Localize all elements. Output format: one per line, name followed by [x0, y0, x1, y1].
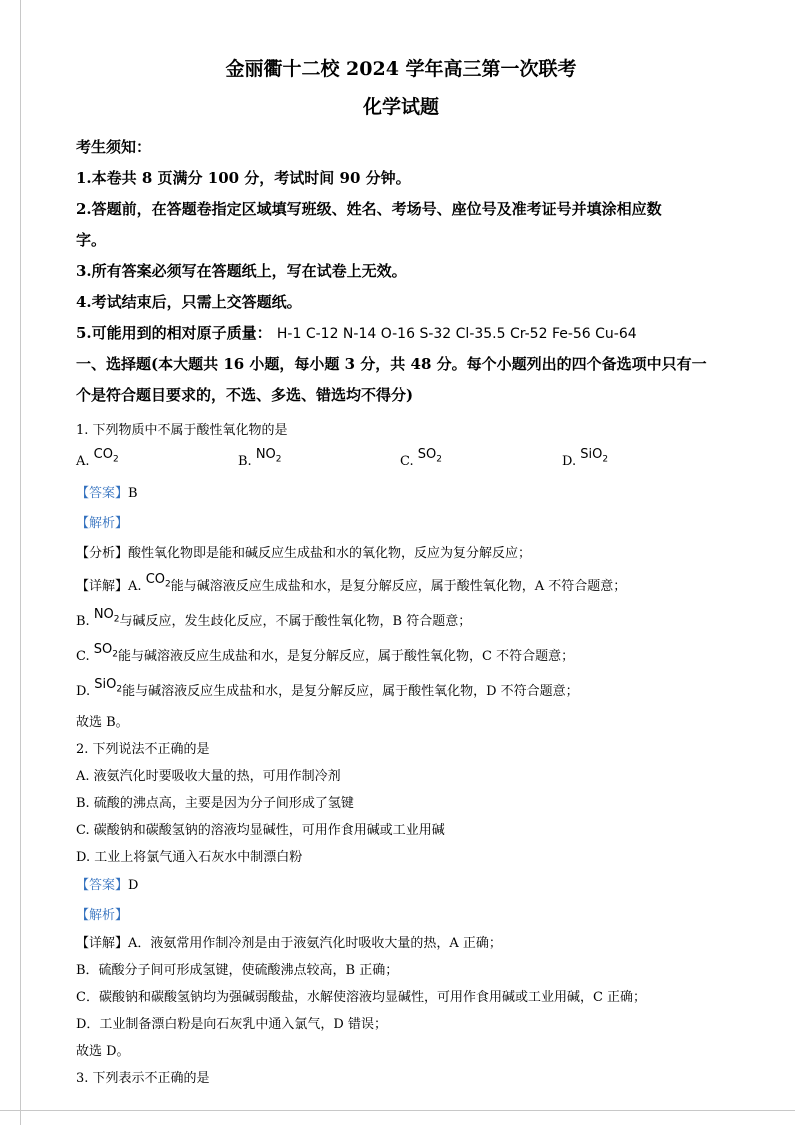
option-letter: D.	[562, 454, 577, 469]
formula-co2: $CO_2$	[145, 572, 171, 590]
question-2-option-a: A. 液氨汽化时要吸收大量的热，可用作制冷剂	[76, 769, 341, 784]
question-3-stem: 3. 下列表示不正确的是	[76, 1071, 210, 1086]
section-1-instructions: 一、选择题(本大题共 16 小题，每小题 3 分，共 48 分。每个小题列出的四个备选项中只有一	[76, 355, 707, 373]
formula-no2: $NO_2$	[255, 447, 282, 465]
question-2-option-b: B. 硫酸的沸点高，主要是因为分子间形成了氢键	[76, 796, 354, 811]
question-2-detail-d: D．工业制备漂白粉是向石灰乳中通入氯气，D 错误；	[76, 1017, 387, 1032]
question-2-answer	[76, 871, 726, 901]
page-left-border	[20, 0, 21, 1125]
formula-co2: $CO_2$	[93, 447, 119, 465]
question-1-detail-b: B. $NO_2$与碱反应，发生歧化反应，不属于酸性氧化物，B 符合题意；	[76, 604, 726, 639]
option-letter: A.	[76, 454, 90, 469]
document-body	[76, 54, 726, 1092]
question-2-detail-c: C．碳酸钠和碳酸氢钠均为强碱弱酸盐，水解使溶液均显碱性，可用作食用碱或工业用碱，C 正确；	[76, 990, 647, 1005]
question-1-detail-c: C. $SO_2$能与碱溶液反应生成盐和水，是复分解反应，属于酸性氧化物，C 不符合题意；	[76, 639, 726, 674]
formula-sio2: SiO$_2$	[94, 677, 123, 695]
question-1-detail-d: D. SiO$_2$能与碱溶液反应生成盐和水，是复分解反应，属于酸性氧化物，D 不符合题意；	[76, 674, 726, 709]
formula-so2: $SO_2$	[93, 642, 118, 660]
formula-sio2: SiO$_2$	[580, 447, 609, 465]
option-a	[76, 444, 238, 479]
page-bottom-border	[0, 1110, 795, 1111]
question-2-conclusion: 故选 D。	[76, 1044, 130, 1059]
option-c	[400, 444, 562, 479]
question-1-options	[76, 444, 726, 479]
exam-title: 金丽衢十二校 2024 学年高三第一次联考	[225, 58, 577, 80]
question-2-analysis-tag: 【解析】	[76, 908, 129, 923]
notice-heading: 考生须知：	[76, 138, 152, 156]
question-1-conclusion: 故选 B。	[76, 715, 129, 730]
answer-value: D	[128, 878, 139, 893]
notice-item-4: 4.考试结束后，只需上交答题纸。	[76, 293, 302, 311]
atomic-masses: H-1 C-12 N-14 O-16 S-32 Cl-35.5 Cr-52 Fe-56 Cu-64	[276, 326, 637, 342]
question-2-detail-a: 【详解】A．液氨常用作制冷剂是由于液氨汽化时吸收大量的热，A 正确；	[76, 936, 502, 951]
formula-no2: $NO_2$	[93, 607, 120, 625]
notice-item-2-cont: 字。	[76, 231, 107, 249]
option-d	[562, 444, 724, 479]
option-letter: B.	[238, 454, 252, 469]
question-1-detail-a: 【详解】A. $CO_2$能与碱溶液反应生成盐和水，是复分解反应，属于酸性氧化物，A 不符合题意；	[76, 569, 726, 604]
formula-so2: $SO_2$	[417, 447, 442, 465]
notice-item-1: 1.本卷共 8 页满分 100 分，考试时间 90 分钟。	[76, 169, 411, 187]
answer-value: B	[128, 486, 138, 501]
notice-item-2: 2.答题前，在答题卷指定区域填写班级、姓名、考场号、座位号及准考证号并填涂相应数	[76, 200, 662, 218]
notice-item-5-label: 5.可能用到的相对原子质量：	[76, 324, 272, 342]
question-1-fenxi: 【分析】酸性氧化物即是能和碱反应生成盐和水的氧化物，反应为复分解反应；	[76, 546, 532, 561]
notice-item-3: 3.所有答案必须写在答题纸上，写在试卷上无效。	[76, 262, 407, 280]
notice-item-5	[76, 318, 726, 349]
question-2-option-d: D. 工业上将氯气通入石灰水中制漂白粉	[76, 850, 303, 865]
section-1-instructions-cont: 个是符合题目要求的，不选、多选、错选均不得分)	[76, 386, 414, 404]
question-2-stem: 2. 下列说法不正确的是	[76, 742, 210, 757]
option-b	[238, 444, 400, 479]
question-1-analysis-tag: 【解析】	[76, 516, 129, 531]
subject-title: 化学试题	[362, 96, 439, 118]
answer-tag: 【答案】	[76, 486, 129, 501]
option-letter: C.	[400, 454, 414, 469]
question-2-detail-b: B．硫酸分子间可形成氢键，使硫酸沸点较高，B 正确；	[76, 963, 399, 978]
answer-tag: 【答案】	[76, 878, 129, 893]
question-2-option-c: C. 碳酸钠和碳酸氢钠的溶液均显碱性，可用作食用碱或工业用碱	[76, 823, 445, 838]
question-1-answer	[76, 479, 726, 509]
question-1-stem: 1. 下列物质中不属于酸性氧化物的是	[76, 423, 288, 438]
